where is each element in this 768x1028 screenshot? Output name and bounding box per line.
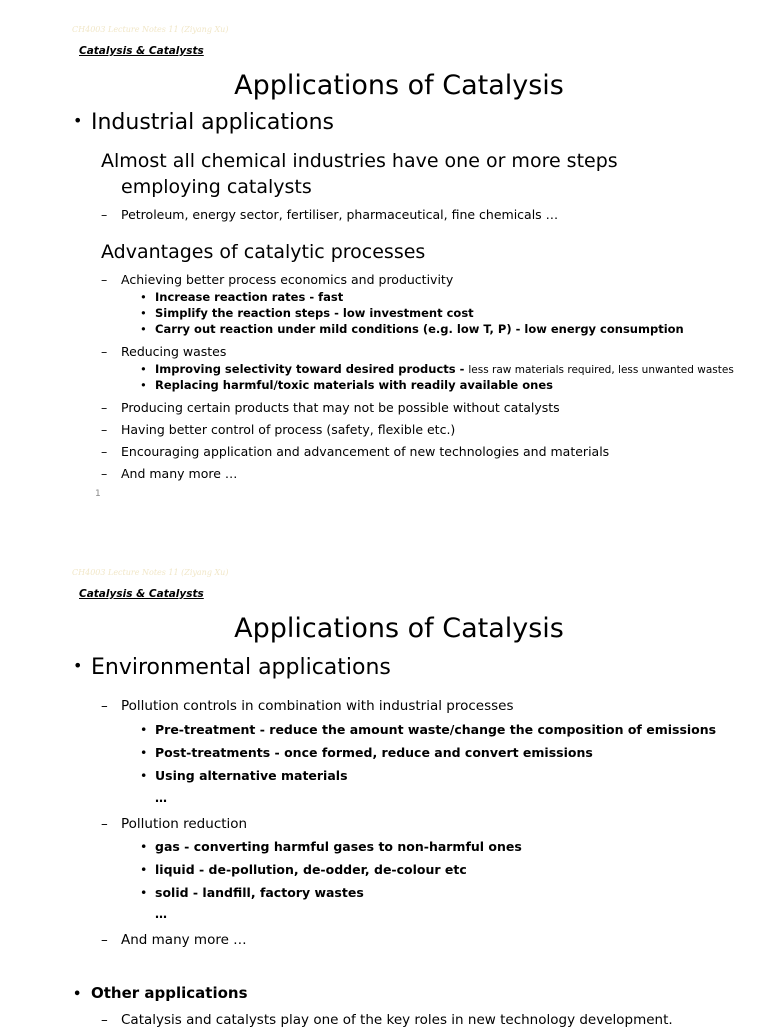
dash-item-more: – And many more … bbox=[101, 466, 238, 481]
bullet-icon: • bbox=[73, 987, 82, 1002]
bullet-other-applications: • Other applications bbox=[73, 984, 248, 1002]
sub-bullet: • liquid - de-pollution, de-odder, de-colour etc bbox=[140, 862, 467, 877]
paragraph-line: Almost all chemical industries have one or more steps bbox=[101, 150, 618, 172]
bullet-icon: • bbox=[140, 290, 147, 304]
bullet-icon: • bbox=[140, 839, 148, 854]
bullet-text: Industrial applications bbox=[91, 110, 334, 135]
dash-icon: – bbox=[101, 698, 108, 714]
dash-item-petroleum: – Petroleum, energy sector, fertiliser, pharmaceutical, fine chemicals … bbox=[101, 207, 559, 222]
dash-icon: – bbox=[101, 466, 108, 481]
bullet-icon: • bbox=[140, 322, 147, 336]
dash-item-economics: – Achieving better process economics and productivity bbox=[101, 272, 454, 287]
dash-icon: – bbox=[101, 816, 108, 832]
dash-icon: – bbox=[101, 207, 108, 222]
ellipsis: … bbox=[155, 791, 167, 805]
dash-item-pollution-controls: – Pollution controls in combination with industrial processes bbox=[101, 698, 514, 714]
sub-bullet: • Simplify the reaction steps - low investment cost bbox=[140, 306, 474, 320]
bullet-industrial bbox=[73, 110, 334, 135]
page-number: 1 bbox=[95, 489, 101, 499]
slide-title: Applications of Catalysis bbox=[234, 613, 564, 644]
bullet-icon: • bbox=[140, 768, 148, 783]
paragraph-line: employing catalysts bbox=[121, 176, 312, 198]
sub-bullet: • Improving selectivity toward desired products - less raw materials required, less unwanted wastes bbox=[140, 362, 734, 376]
dash-item-control: – Having better control of process (safety, flexible etc.) bbox=[101, 422, 456, 437]
topic-header: Catalysis & Catalysts bbox=[79, 45, 204, 57]
sub-bullet: • Pre-treatment - reduce the amount waste/change the composition of emissions bbox=[140, 722, 717, 737]
dash-item-wastes: – Reducing wastes bbox=[101, 344, 227, 359]
dash-icon: – bbox=[101, 444, 108, 459]
bullet-text: Environmental applications bbox=[91, 655, 391, 680]
sub-bullet: • Increase reaction rates - fast bbox=[140, 290, 344, 304]
bullet-icon: • bbox=[140, 306, 147, 320]
bullet-icon: • bbox=[140, 378, 147, 392]
dash-item-encouraging: – Encouraging application and advancement of new technologies and materials bbox=[101, 444, 610, 459]
sub-bullet: • solid - landfill, factory wastes bbox=[140, 885, 364, 900]
dash-item-pollution-reduction: – Pollution reduction bbox=[101, 816, 248, 832]
topic-header: Catalysis & Catalysts bbox=[79, 588, 204, 600]
dash-icon: – bbox=[101, 932, 108, 948]
bullet-icon: • bbox=[73, 111, 83, 130]
sub-bullet: • gas - converting harmful gases to non-harmful ones bbox=[140, 839, 522, 854]
dash-icon: – bbox=[101, 422, 108, 437]
lecture-header: CH4003 Lecture Notes 11 (Ziyang Xu) bbox=[72, 25, 229, 34]
slide-title: Applications of Catalysis bbox=[234, 70, 564, 101]
dash-icon: – bbox=[101, 344, 108, 359]
bullet-icon: • bbox=[140, 362, 147, 376]
lecture-header: CH4003 Lecture Notes 11 (Ziyang Xu) bbox=[72, 568, 229, 577]
bullet-environmental bbox=[73, 655, 391, 680]
paragraph-chemical-industries bbox=[101, 148, 701, 200]
slide-2 bbox=[0, 543, 768, 1028]
dash-icon: – bbox=[101, 400, 108, 415]
dash-item-more: – And many more … bbox=[101, 932, 247, 948]
bullet-icon: • bbox=[140, 745, 148, 760]
dash-item-key-roles: – Catalysis and catalysts play one of the key roles in new technology development. bbox=[101, 1012, 673, 1028]
bullet-icon: • bbox=[140, 885, 148, 900]
dash-icon: – bbox=[101, 272, 108, 287]
dash-icon: – bbox=[101, 1012, 108, 1028]
sub-bullet: • Using alternative materials bbox=[140, 768, 348, 783]
bullet-icon: • bbox=[140, 862, 148, 877]
dash-item-products: – Producing certain products that may not be possible without catalysts bbox=[101, 400, 560, 415]
paragraph-advantages: Advantages of catalytic processes bbox=[101, 241, 426, 263]
bullet-icon: • bbox=[73, 656, 83, 675]
sub-bullet: • Replacing harmful/toxic materials with readily available ones bbox=[140, 378, 553, 392]
bullet-icon: • bbox=[140, 722, 148, 737]
ellipsis: … bbox=[155, 907, 167, 921]
sub-bullet: • Post-treatments - once formed, reduce and convert emissions bbox=[140, 745, 593, 760]
sub-bullet: • Carry out reaction under mild conditions (e.g. low T, P) - low energy consumption bbox=[140, 322, 684, 336]
